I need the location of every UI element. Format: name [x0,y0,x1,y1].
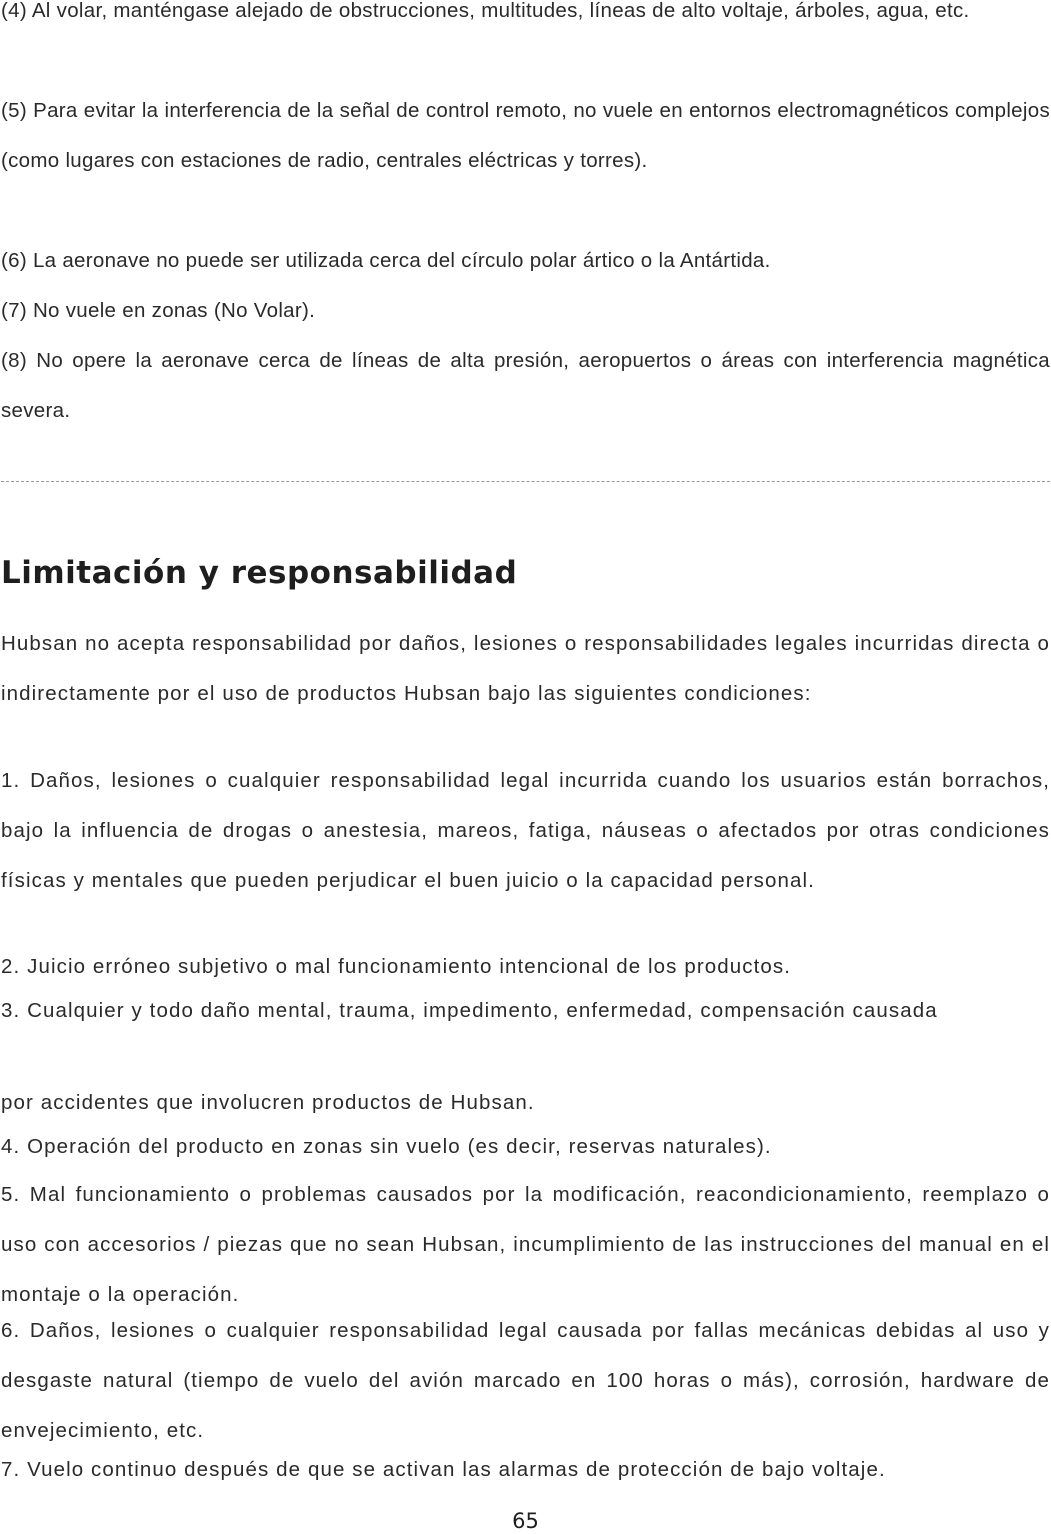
liability-item-3b: por accidentes que involucren productos de Hubsan. [1,1091,535,1114]
section-title: Limitación y responsabilidad [1,555,518,591]
paragraph-item-5: (5) Para evitar la interferencia de la señal de control remoto, no vuele en entornos electromagnéticos complejos (como lugares con estaciones de radio, centrales eléctricas y torres). [1,99,1050,172]
liability-item-6: 6. Daños, lesiones o cualquier responsabilidad legal causada por fallas mecánicas debidas al uso y desgaste natural (tiempo de vuelo del avión marcado en 100 horas o más), corrosión, hardware de envejecimiento, etc. [1,1319,1050,1442]
page-number: 65 [512,1509,539,1533]
paragraph-item-4: (4) Al volar, manténgase alejado de obstrucciones, multitudes, líneas de alto voltaje, árboles, agua, etc. [1,0,970,22]
liability-item-3a: 3. Cualquier y todo daño mental, trauma, impedimento, enfermedad, compensación causada [1,999,938,1022]
paragraph-item-8: (8) No opere la aeronave cerca de líneas de alta presión, aeropuertos o áreas con interferencia magnética severa. [1,349,1050,422]
paragraph-item-6: (6) La aeronave no puede ser utilizada cerca del círculo polar ártico o la Antártida. [1,249,771,272]
dashed-divider [1,481,1050,482]
paragraph-item-7: (7) No vuele en zonas (No Volar). [1,299,316,322]
section-intro: Hubsan no acepta responsabilidad por daños, lesiones o responsabilidades legales incurridas directa o indirectamente por el uso de productos Hubsan bajo las siguientes condiciones: [1,632,1050,705]
liability-item-7: 7. Vuelo continuo después de que se activan las alarmas de protección de bajo voltaje. [1,1458,886,1481]
liability-item-1: 1. Daños, lesiones o cualquier responsabilidad legal incurrida cuando los usuarios están borrachos, bajo la influencia de drogas o anestesia, mareos, fatiga, náuseas o afectados por otras condiciones físicas y mentales que pueden perjudicar el buen juicio o la capacidad personal. [1,769,1050,892]
liability-item-5: 5. Mal funcionamiento o problemas causados por la modificación, reacondicionamiento, reemplazo o uso con accesorios / piezas que no sean Hubsan, incumplimiento de las instrucciones del manual en el montaje o la operación. [1,1183,1050,1306]
liability-item-2: 2. Juicio erróneo subjetivo o mal funcionamiento intencional de los productos. [1,955,792,978]
liability-item-4: 4. Operación del producto en zonas sin vuelo (es decir, reservas naturales). [1,1135,772,1158]
